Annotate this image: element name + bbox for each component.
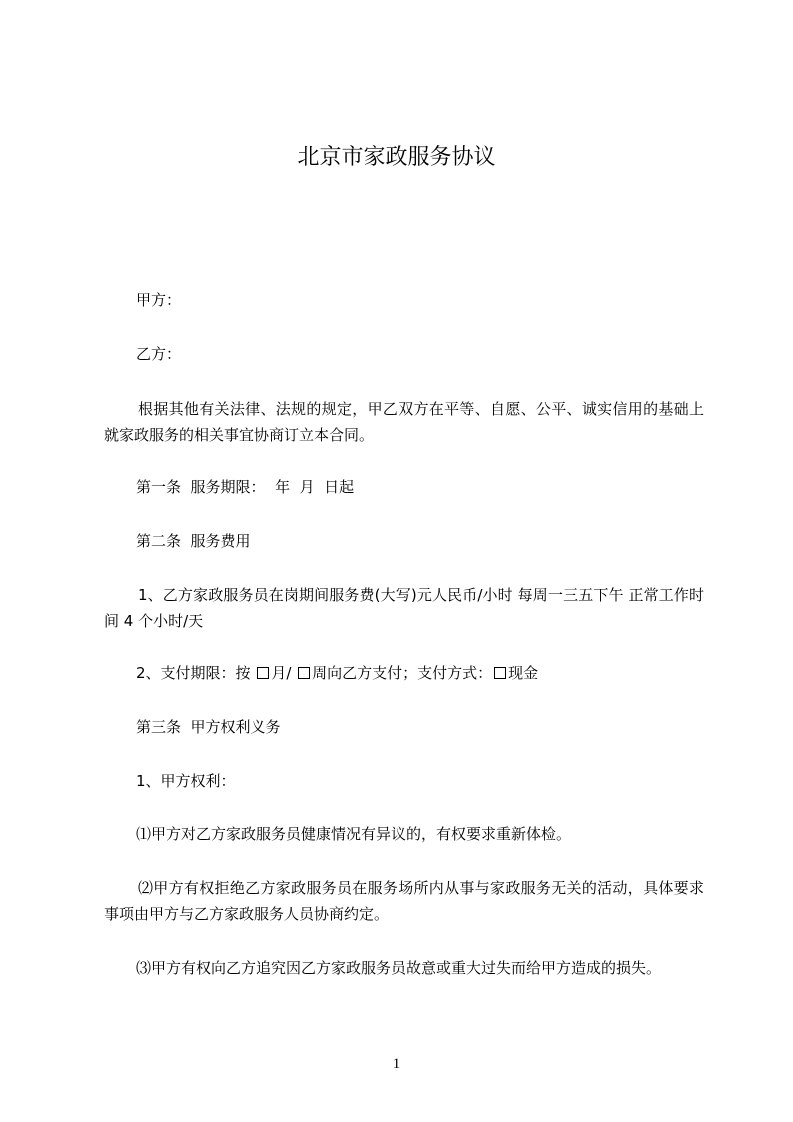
article-3-heading [104, 714, 704, 740]
weekly-checkbox[interactable] [298, 667, 310, 679]
cash-checkbox[interactable] [494, 667, 506, 679]
party-b-label: 乙方： [136, 345, 182, 363]
article-1 [104, 474, 704, 500]
right-3 [104, 955, 704, 981]
party-a-label: 甲方： [136, 291, 182, 309]
payment-month-label: 月/ [271, 664, 297, 682]
right-2: ⑵甲方有权拒绝乙方家政服务员在服务场所内从事与家政服务无关的活动，具体要求事项由甲方与乙方家政服务人员协商约定。 [104, 879, 704, 923]
right-1-text: ⑴甲方对乙方家政服务员健康情况有异议的，有权要求重新体检。 [136, 825, 572, 843]
party-a-line [104, 287, 704, 313]
page-number: 1 [392, 1056, 401, 1072]
rights-heading [104, 768, 704, 794]
party-b-line [104, 341, 704, 367]
payment-terms [104, 660, 704, 686]
article-1-text: 第一条 服务期限： 年 月 日起 [136, 478, 355, 496]
article-3-text: 第三条 甲方权利义务 [136, 718, 281, 736]
right-3-text: ⑶甲方有权向乙方追究因乙方家政服务员故意或重大过失而给甲方造成的损失。 [136, 959, 662, 977]
intro-paragraph: 根据其他有关法律、法规的规定，甲乙双方在平等、自愿、公平、诚实信用的基础上就家政服务的相关事宜协商订立本合同。 [104, 400, 704, 444]
payment-cash-label: 现金 [508, 664, 539, 682]
article-2-heading [104, 528, 704, 554]
monthly-checkbox[interactable] [257, 667, 269, 679]
document-title: 北京市家政服务协议 [297, 145, 496, 170]
rights-heading-text: 1、甲方权利： [136, 772, 236, 790]
payment-prefix: 2、支付期限：按 [136, 664, 256, 682]
article-2-text: 第二条 服务费用 [136, 532, 251, 550]
right-1 [104, 821, 704, 847]
payment-week-label: 周向乙方支付；支付方式： [312, 664, 493, 682]
fee-item-1: 1、乙方家政服务员在岗期间服务费(大写)元人民币/小时 每周一三五下午 正常工作时间 4 个小时/天 [104, 586, 704, 630]
